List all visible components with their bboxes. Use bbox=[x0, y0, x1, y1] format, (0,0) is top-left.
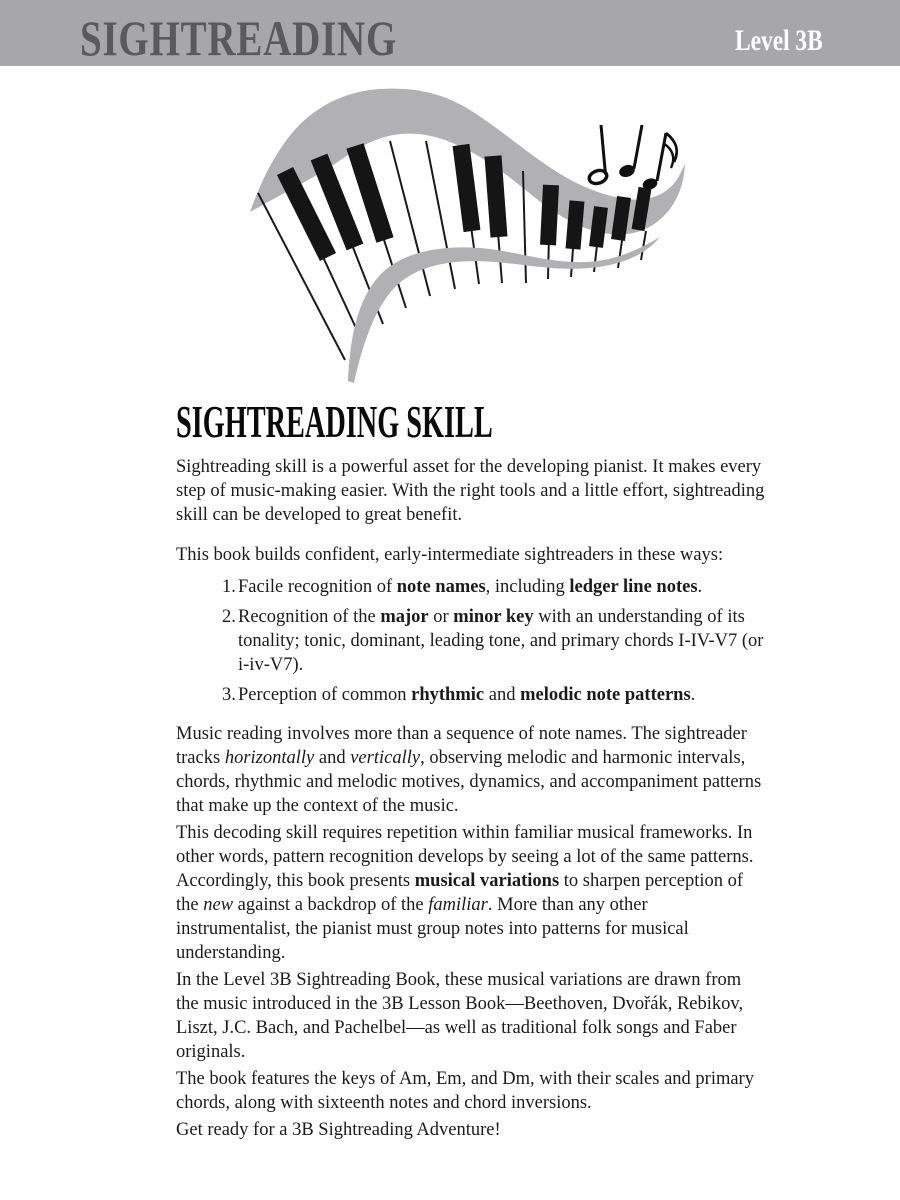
paragraph: In the Level 3B Sightreading Book, these musical variations are drawn from the music introduced in the 3B Lesson Book—Beethoven, Dvořák, Rebikov, Liszt, J.C. Bach, and Pachelbel—as well as traditional folk songs and Faber originals. bbox=[176, 970, 744, 1062]
piano-keyboard-svg bbox=[230, 85, 700, 395]
piano-keyboard-illustration bbox=[230, 85, 700, 395]
section-heading: SIGHTREADING SKILL bbox=[176, 396, 493, 447]
book-series-title: SIGHTREADING bbox=[80, 10, 398, 66]
half-note-icon bbox=[588, 125, 609, 186]
paragraph-intro: Sightreading skill is a powerful asset for the developing pianist. It makes every step of music-making easier. With the right tools and a little effort, sightreading skill can be developed to great benefit. bbox=[176, 457, 765, 525]
list-item-number: 3. bbox=[222, 685, 236, 705]
numbered-list bbox=[176, 575, 766, 707]
list-item-text: Facile recognition of note names, including ledger line notes. bbox=[238, 577, 703, 597]
list-item bbox=[176, 683, 766, 707]
paragraph: The book features the keys of Am, Em, and Dm, with their scales and primary chords, along with sixteenth notes and chord inversions. bbox=[176, 1069, 754, 1113]
list-item-number: 2. bbox=[222, 607, 236, 627]
list-item bbox=[176, 605, 766, 677]
paragraph: Music reading involves more than a sequence of note names. The sightreader tracks horizontally and vertically, observing melodic and harmonic intervals, chords, rhythmic and melodic motives, dynamics, and accompaniment patterns that make up the context of the music. bbox=[176, 724, 762, 816]
paragraph-closing: Get ready for a 3B Sightreading Adventure! bbox=[176, 1120, 501, 1140]
list-intro: This book builds confident, early-intermediate sightreaders in these ways: bbox=[176, 545, 724, 565]
quarter-note-icon bbox=[618, 125, 642, 179]
page-header-band bbox=[0, 0, 900, 66]
list-item bbox=[176, 575, 766, 599]
paragraph: This decoding skill requires repetition within familiar musical frameworks. In other words, pattern recognition develops by seeing a lot of the same patterns. Accordingly, this book presents musical variations to sharpen perception of the new against a backdrop of the familiar. More than any other instrumentalist, the pianist must group notes into patterns for musical understanding. bbox=[176, 823, 754, 963]
page-content bbox=[176, 396, 766, 1145]
list-item-number: 1. bbox=[222, 577, 236, 597]
list-item-text: Perception of common rhythmic and melodic note patterns. bbox=[238, 685, 696, 705]
list-item-text: Recognition of the major or minor key with an understanding of its tonality; tonic, dominant, leading tone, and primary chords I-IV-V7 (or i-iv-V7). bbox=[238, 607, 764, 675]
bottom-swoosh bbox=[348, 237, 660, 383]
level-badge: Level 3B bbox=[735, 24, 823, 57]
eighth-note-icon bbox=[641, 133, 677, 191]
